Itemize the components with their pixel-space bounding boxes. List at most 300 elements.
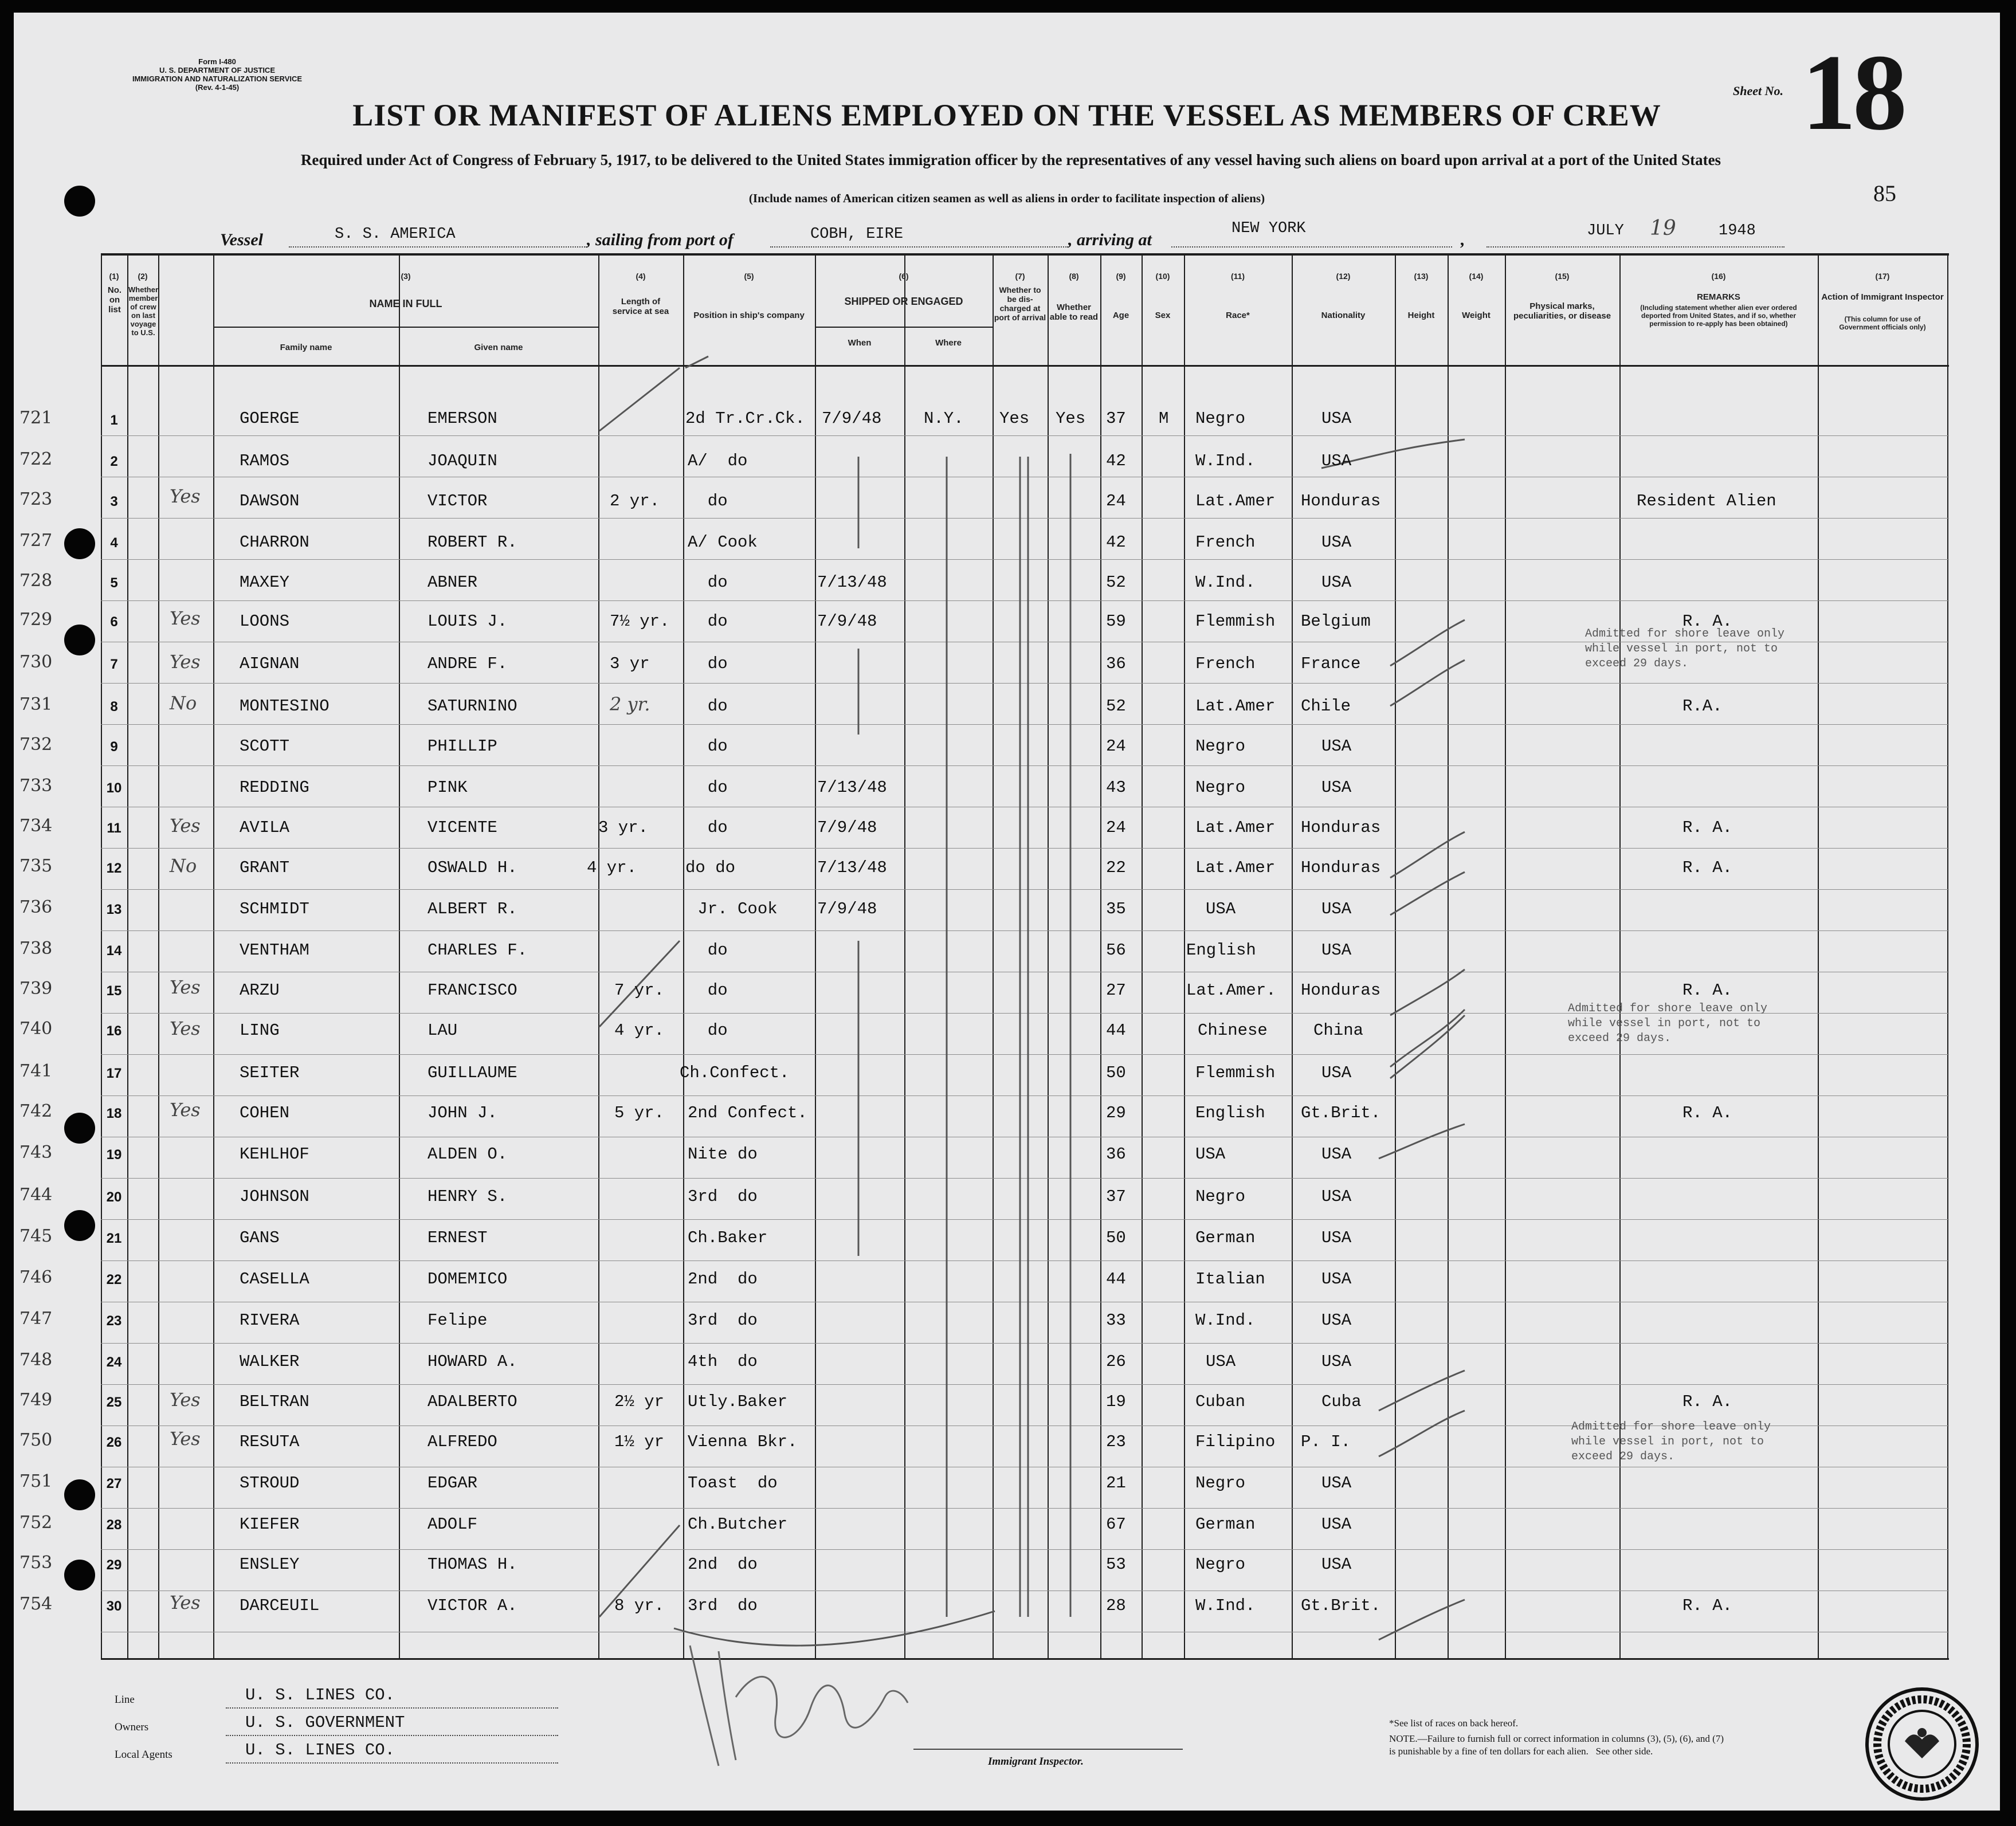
col-header-physical: Physical marks, peculiarities, or disease xyxy=(1513,301,1611,321)
manifest-sheet xyxy=(14,13,2000,1811)
family-name: CHARRON xyxy=(240,533,309,552)
nationality: USA xyxy=(1321,1555,1352,1574)
reference-number: 745 xyxy=(19,1226,53,1246)
punch-hole xyxy=(64,1113,95,1144)
nationality: USA xyxy=(1321,1187,1352,1206)
list-number: 1 xyxy=(110,413,118,428)
position: do xyxy=(688,737,728,756)
list-number: 19 xyxy=(106,1147,122,1163)
prev-voyage: Yes xyxy=(170,1099,201,1121)
given-name: THOMAS H. xyxy=(427,1555,517,1574)
inspector-label: Immigrant Inspector. xyxy=(988,1756,1084,1768)
prev-voyage: Yes xyxy=(170,1018,201,1039)
age: 24 xyxy=(1106,492,1126,511)
given-name: VICTOR A. xyxy=(427,1596,517,1615)
owners-value: U. S. GOVERNMENT xyxy=(245,1713,405,1732)
age: 56 xyxy=(1106,941,1126,960)
service-length: 4 yr. xyxy=(587,858,637,877)
list-number: 25 xyxy=(106,1395,122,1410)
given-name: PINK xyxy=(427,778,468,797)
age: 52 xyxy=(1106,697,1126,716)
col-header-service: Length of service at sea xyxy=(612,297,669,316)
punch-hole xyxy=(64,528,95,559)
col-num-6: (6) xyxy=(899,272,909,281)
list-number: 29 xyxy=(106,1557,122,1573)
remarks: R. A. xyxy=(1682,818,1733,837)
given-name: ADALBERTO xyxy=(427,1392,517,1411)
family-name: RAMOS xyxy=(240,451,290,470)
remarks: R. A. xyxy=(1682,612,1733,631)
nationality: USA xyxy=(1321,778,1352,797)
col-header-remarks-note: (Including statement whether alien ever ordered deported from United States, and if so, whether permission to re-apply has been obtained) xyxy=(1640,304,1797,328)
race: French xyxy=(1195,654,1256,673)
age: 35 xyxy=(1106,900,1126,918)
nationality: France xyxy=(1301,654,1361,673)
punch-hole xyxy=(64,1210,95,1241)
vessel-underline xyxy=(289,246,587,248)
family-name: LING xyxy=(240,1021,280,1040)
shore-leave-note: Admitted for shore leave only while vessel in port, not to exceed 29 days. xyxy=(1571,1420,1771,1463)
list-number: 3 xyxy=(110,494,118,509)
position: Vienna Bkr. xyxy=(688,1432,798,1451)
nationality: USA xyxy=(1321,1063,1352,1082)
reference-number: 734 xyxy=(19,816,53,836)
race: Lat.Amer xyxy=(1195,697,1276,716)
age: 36 xyxy=(1106,654,1126,673)
family-name: SEITER xyxy=(240,1063,300,1082)
family-name: KIEFER xyxy=(240,1515,300,1534)
family-name: GRANT xyxy=(240,858,290,877)
prev-voyage: Yes xyxy=(170,815,201,837)
position: Ch.Baker xyxy=(688,1228,768,1247)
date-separator: , xyxy=(1461,230,1465,249)
family-name: DAWSON xyxy=(240,492,300,511)
family-name: COHEN xyxy=(240,1104,290,1122)
agents-value: U. S. LINES CO. xyxy=(245,1741,395,1760)
reference-number: 753 xyxy=(19,1553,53,1573)
nationality: USA xyxy=(1321,900,1352,918)
position: 4th do xyxy=(688,1352,758,1371)
col-header-inspector-note: (This column for use of Government officials only) xyxy=(1839,315,1926,331)
line-underline xyxy=(226,1707,558,1709)
prev-voyage: Yes xyxy=(170,485,201,507)
age: 37 xyxy=(1106,1187,1126,1206)
family-name: WALKER xyxy=(240,1352,300,1371)
col-num-15: (15) xyxy=(1555,272,1570,281)
given-name: ANDRE F. xyxy=(427,654,508,673)
race: Negro xyxy=(1195,409,1246,428)
document-subtitle: Required under Act of Congress of February 5, 1917, to be delivered to the United States immigration officer by the representatives of any vessel having such aliens on board upon arrival at a port of the United States xyxy=(300,151,1721,168)
reference-number: 754 xyxy=(19,1594,53,1614)
given-name: OSWALD H. xyxy=(427,858,517,877)
service-length: 1½ yr xyxy=(614,1432,665,1451)
service-length: 2 yr. xyxy=(610,693,650,715)
age: 28 xyxy=(1106,1596,1126,1615)
position: 2nd Confect. xyxy=(688,1104,807,1122)
shore-leave-note: Admitted for shore leave only while vessel in port, not to exceed 29 days. xyxy=(1585,627,1785,670)
position: do do xyxy=(685,858,736,877)
list-number: 28 xyxy=(106,1517,122,1533)
reference-number: 736 xyxy=(19,897,53,917)
col-header-where: Where xyxy=(935,338,962,348)
col-num-13: (13) xyxy=(1414,272,1429,281)
reference-number: 751 xyxy=(19,1471,53,1491)
reference-number: 735 xyxy=(19,856,53,876)
races-note: *See list of races on back hereof. xyxy=(1389,1718,1519,1729)
shipped-when: 7/9/48 xyxy=(817,612,877,631)
age: 44 xyxy=(1106,1270,1126,1289)
nationality: USA xyxy=(1321,1352,1352,1371)
list-number: 2 xyxy=(110,454,118,469)
col-header-prev-voyage: Whether member of crew on last voyage to U.S. xyxy=(128,285,158,337)
col-header-sex: Sex xyxy=(1155,311,1171,320)
age: 52 xyxy=(1106,573,1126,592)
age: 22 xyxy=(1106,858,1126,877)
nationality: Honduras xyxy=(1301,858,1381,877)
list-number: 15 xyxy=(106,983,122,999)
col-header-shipped: SHIPPED OR ENGAGED xyxy=(844,296,963,307)
nationality: China xyxy=(1313,1021,1364,1040)
vessel-name: S. S. AMERICA xyxy=(335,226,456,243)
list-number: 16 xyxy=(106,1023,122,1039)
service-name: IMMIGRATION AND NATURALIZATION SERVICE xyxy=(132,74,303,83)
family-name: RESUTA xyxy=(240,1432,300,1451)
race: W.Ind. xyxy=(1195,1311,1256,1330)
shipped-when: 7/9/48 xyxy=(817,900,877,918)
prev-voyage: Yes xyxy=(170,1389,201,1411)
reference-number: 746 xyxy=(19,1267,53,1287)
col-header-race: Race* xyxy=(1226,311,1250,320)
given-name: FRANCISCO xyxy=(427,981,517,1000)
race: Flemmish xyxy=(1195,612,1276,631)
race: USA xyxy=(1206,1352,1236,1371)
reference-number: 739 xyxy=(19,979,53,999)
position: Nite do xyxy=(688,1145,758,1164)
service-length: 7 yr. xyxy=(614,981,665,1000)
race: French xyxy=(1195,533,1256,552)
list-number: 26 xyxy=(106,1435,122,1450)
given-name: ALFREDO xyxy=(427,1432,497,1451)
nationality: USA xyxy=(1321,1145,1352,1164)
list-number: 18 xyxy=(106,1106,122,1121)
list-number: 8 xyxy=(110,699,118,714)
position: do xyxy=(688,697,728,716)
remarks: R. A. xyxy=(1682,981,1733,1000)
nationality: Gt.Brit. xyxy=(1301,1104,1381,1122)
document-title: LIST OR MANIFEST OF ALIENS EMPLOYED ON THE VESSEL AS MEMBERS OF CREW xyxy=(352,98,1661,132)
race: Chinese xyxy=(1198,1021,1268,1040)
discharged: Yes xyxy=(999,409,1030,428)
agents-underline xyxy=(226,1762,558,1764)
list-number: 30 xyxy=(106,1599,122,1614)
age: 33 xyxy=(1106,1311,1126,1330)
position: Ch.Confect. xyxy=(680,1063,790,1082)
given-name: JOHN J. xyxy=(427,1104,497,1122)
prev-voyage: Yes xyxy=(170,1428,201,1450)
sheet-number: 18 xyxy=(1802,33,1904,153)
date-year: 1948 xyxy=(1719,222,1756,239)
arriving-label: , arriving at xyxy=(1068,230,1152,249)
position: do xyxy=(688,573,728,592)
col-num-17: (17) xyxy=(1875,272,1890,281)
given-name: HOWARD A. xyxy=(427,1352,517,1371)
given-name: ABNER xyxy=(427,573,478,592)
document-subnote: (Include names of American citizen seamen as well as aliens in order to facilitate inspection of aliens) xyxy=(748,191,1265,205)
position: A/ Cook xyxy=(688,533,758,552)
family-name: ENSLEY xyxy=(240,1555,300,1574)
nationality: USA xyxy=(1321,1270,1352,1289)
col-header-weight: Weight xyxy=(1462,311,1491,320)
arriving-underline xyxy=(1171,246,1452,248)
prev-voyage: No xyxy=(170,855,197,877)
remarks: R.A. xyxy=(1682,697,1723,716)
position: do xyxy=(688,778,728,797)
list-number: 10 xyxy=(106,780,122,796)
col-header-family-name: Family name xyxy=(280,343,332,352)
age: 44 xyxy=(1106,1021,1126,1040)
consulate-seal xyxy=(1865,1687,1979,1801)
race: English xyxy=(1195,1104,1265,1122)
nationality: Honduras xyxy=(1301,818,1381,837)
reference-number: 738 xyxy=(19,938,53,959)
race: Flemmish xyxy=(1195,1063,1276,1082)
remarks: R. A. xyxy=(1682,1392,1733,1411)
position: do xyxy=(688,654,728,673)
given-name: PHILLIP xyxy=(427,737,497,756)
given-name: SATURNINO xyxy=(427,697,517,716)
race: Negro xyxy=(1195,737,1246,756)
nationality: P. I. xyxy=(1301,1432,1351,1451)
list-number: 22 xyxy=(106,1272,122,1287)
nationality: Chile xyxy=(1301,697,1351,716)
service-length: 3 yr xyxy=(610,654,650,673)
family-name: SCOTT xyxy=(240,737,290,756)
vessel-label: Vessel xyxy=(220,230,263,249)
reference-number: 732 xyxy=(19,735,53,755)
handwritten-page-number: 85 xyxy=(1873,180,1896,206)
family-name: LOONS xyxy=(240,612,290,631)
col-num-16: (16) xyxy=(1711,272,1726,281)
family-name: KEHLHOF xyxy=(240,1145,309,1164)
given-name: EDGAR xyxy=(427,1474,478,1493)
reference-number: 743 xyxy=(19,1142,53,1163)
list-number: 21 xyxy=(106,1231,122,1246)
given-name: DOMEMICO xyxy=(427,1270,508,1289)
shipped-when: 7/13/48 xyxy=(817,573,887,592)
age: 19 xyxy=(1106,1392,1126,1411)
col-header-discharged: Whether to be dis-charged at port of arrival xyxy=(994,285,1046,322)
race: Negro xyxy=(1195,778,1246,797)
list-number: 4 xyxy=(110,535,118,551)
position: 3rd do xyxy=(688,1187,758,1206)
reference-number: 721 xyxy=(19,408,53,428)
col-num-2: (2) xyxy=(138,272,148,281)
age: 50 xyxy=(1106,1228,1126,1247)
owners-label: Owners xyxy=(115,1721,149,1733)
family-name: BELTRAN xyxy=(240,1392,309,1411)
nationality: Honduras xyxy=(1301,492,1381,511)
reference-number: 731 xyxy=(19,694,53,714)
race: W.Ind. xyxy=(1195,573,1256,592)
service-length: 8 yr. xyxy=(614,1596,665,1615)
col-header-name: NAME IN FULL xyxy=(369,298,442,309)
reference-number: 727 xyxy=(19,531,53,551)
given-name: GUILLAUME xyxy=(427,1063,517,1082)
col-header-nationality: Nationality xyxy=(1321,311,1366,320)
age: 27 xyxy=(1106,981,1126,1000)
crew-table xyxy=(101,253,1949,1660)
nationality: USA xyxy=(1321,451,1352,470)
reference-number: 749 xyxy=(19,1390,53,1410)
inspector-line xyxy=(913,1749,1183,1750)
reference-number: 723 xyxy=(19,489,53,509)
shipped-when: 7/13/48 xyxy=(817,778,887,797)
given-name: ROBERT R. xyxy=(427,533,517,552)
reference-number: 730 xyxy=(19,652,53,672)
list-number: 11 xyxy=(107,820,121,836)
race: Negro xyxy=(1195,1555,1246,1574)
race: German xyxy=(1195,1515,1256,1534)
given-name: EMERSON xyxy=(427,409,497,428)
reference-number: 744 xyxy=(19,1185,53,1205)
given-name: CHARLES F. xyxy=(427,941,528,960)
race: Lat.Amer xyxy=(1195,818,1276,837)
age: 21 xyxy=(1106,1474,1126,1493)
given-name: ALBERT R. xyxy=(427,900,517,918)
shore-leave-note: Admitted for shore leave only while vessel in port, not to exceed 29 days. xyxy=(1568,1002,1768,1045)
reference-number: 740 xyxy=(19,1019,53,1039)
family-name: AIGNAN xyxy=(240,654,300,673)
remarks: R. A. xyxy=(1682,1596,1733,1615)
age: 24 xyxy=(1106,737,1126,756)
service-length: 5 yr. xyxy=(614,1104,665,1122)
position: 3rd do xyxy=(688,1311,758,1330)
col-num-1: (1) xyxy=(109,272,119,281)
agents-label: Local Agents xyxy=(115,1749,172,1761)
position: do xyxy=(688,818,728,837)
prev-voyage: Yes xyxy=(170,1592,201,1613)
position: 3rd do xyxy=(688,1596,758,1615)
family-name: STROUD xyxy=(240,1474,300,1493)
reference-number: 728 xyxy=(19,571,53,591)
line-value: U. S. LINES CO. xyxy=(245,1686,395,1705)
reference-number: 733 xyxy=(19,776,53,796)
prev-voyage: No xyxy=(170,692,197,714)
shipped-when: 7/9/48 xyxy=(817,818,877,837)
given-name: ALDEN O. xyxy=(427,1145,508,1164)
arriving-at: NEW YORK xyxy=(1231,220,1306,237)
position: do xyxy=(688,981,728,1000)
age: 23 xyxy=(1106,1432,1126,1451)
age: 43 xyxy=(1106,778,1126,797)
col-header-no: No. on list xyxy=(107,285,122,315)
given-name: ERNEST xyxy=(427,1228,488,1247)
punch-hole xyxy=(64,1560,95,1591)
col-num-7: (7) xyxy=(1015,272,1025,281)
race: W.Ind. xyxy=(1195,451,1256,470)
family-name: GANS xyxy=(240,1228,280,1247)
race: Italian xyxy=(1195,1270,1265,1289)
col-num-3: (3) xyxy=(401,272,411,281)
date-month: JULY xyxy=(1587,222,1624,239)
sailing-label: , sailing from port of xyxy=(587,230,734,249)
family-name: GOERGE xyxy=(240,409,300,428)
list-number: 12 xyxy=(106,861,122,876)
service-length: 7½ yr. xyxy=(610,612,670,631)
nationality: USA xyxy=(1321,1474,1352,1493)
col-header-height: Height xyxy=(1407,311,1435,320)
age: 50 xyxy=(1106,1063,1126,1082)
nationality: USA xyxy=(1321,1228,1352,1247)
nationality: USA xyxy=(1321,737,1352,756)
sailing-from: COBH, EIRE xyxy=(810,226,904,243)
form-revision: (Rev. 4-1-45) xyxy=(195,83,240,92)
age: 24 xyxy=(1106,818,1126,837)
list-number: 7 xyxy=(110,657,118,672)
nationality: Gt.Brit. xyxy=(1301,1596,1381,1615)
shipped-when: 7/13/48 xyxy=(817,858,887,877)
given-name: JOAQUIN xyxy=(427,451,497,470)
reference-number: 750 xyxy=(19,1430,53,1450)
family-name: ARZU xyxy=(240,981,280,1000)
age: 53 xyxy=(1106,1555,1126,1574)
penalty-note: NOTE.—Failure to furnish full or correct information in columns (3), (5), (6), and (7) is punishable by a fine of ten dollars for each alien. See other side. xyxy=(1389,1733,1724,1757)
sailing-underline xyxy=(770,246,1068,248)
col-header-read: Whether able to read xyxy=(1049,303,1099,322)
punch-hole xyxy=(64,1479,95,1510)
given-name: ADOLF xyxy=(427,1515,478,1534)
race: Lat.Amer xyxy=(1195,858,1276,877)
service-length: 3 yr. xyxy=(598,818,649,837)
position: Jr. Cook xyxy=(688,900,778,918)
list-number: 13 xyxy=(106,902,122,917)
inspector-signature xyxy=(667,1628,925,1777)
age: 59 xyxy=(1106,612,1126,631)
position: A/ do xyxy=(688,451,748,470)
nationality: USA xyxy=(1321,1311,1352,1330)
col-header-given-name: Given name xyxy=(474,343,523,352)
race: English xyxy=(1186,941,1256,960)
family-name: REDDING xyxy=(240,778,309,797)
age: 42 xyxy=(1106,533,1126,552)
punch-hole xyxy=(64,625,95,655)
age: 37 xyxy=(1106,409,1126,428)
position: do xyxy=(688,1021,728,1040)
col-header-inspector-action: Action of Immigrant Inspector xyxy=(1821,292,1944,302)
col-num-12: (12) xyxy=(1336,272,1351,281)
list-number: 24 xyxy=(106,1354,122,1370)
family-name: RIVERA xyxy=(240,1311,300,1330)
form-number: Form I-480 xyxy=(198,57,236,66)
race: Lat.Amer xyxy=(1195,492,1276,511)
col-header-remarks: REMARKS xyxy=(1697,292,1740,302)
race: Cuban xyxy=(1195,1392,1246,1411)
age: 67 xyxy=(1106,1515,1126,1534)
col-num-14: (14) xyxy=(1469,272,1484,281)
position: 2d Tr.Cr.Ck. xyxy=(685,409,805,428)
race: W.Ind. xyxy=(1195,1596,1256,1615)
race: USA xyxy=(1195,1145,1226,1164)
list-number: 5 xyxy=(110,575,118,591)
race: Lat.Amer. xyxy=(1186,981,1276,1000)
given-name: LOUIS J. xyxy=(427,612,508,631)
reference-number: 742 xyxy=(19,1101,53,1121)
position: Utly.Baker xyxy=(688,1392,788,1411)
reference-number: 747 xyxy=(19,1309,53,1329)
service-length: 2 yr. xyxy=(610,492,660,511)
position: 2nd do xyxy=(688,1270,758,1289)
nationality: USA xyxy=(1321,941,1352,960)
